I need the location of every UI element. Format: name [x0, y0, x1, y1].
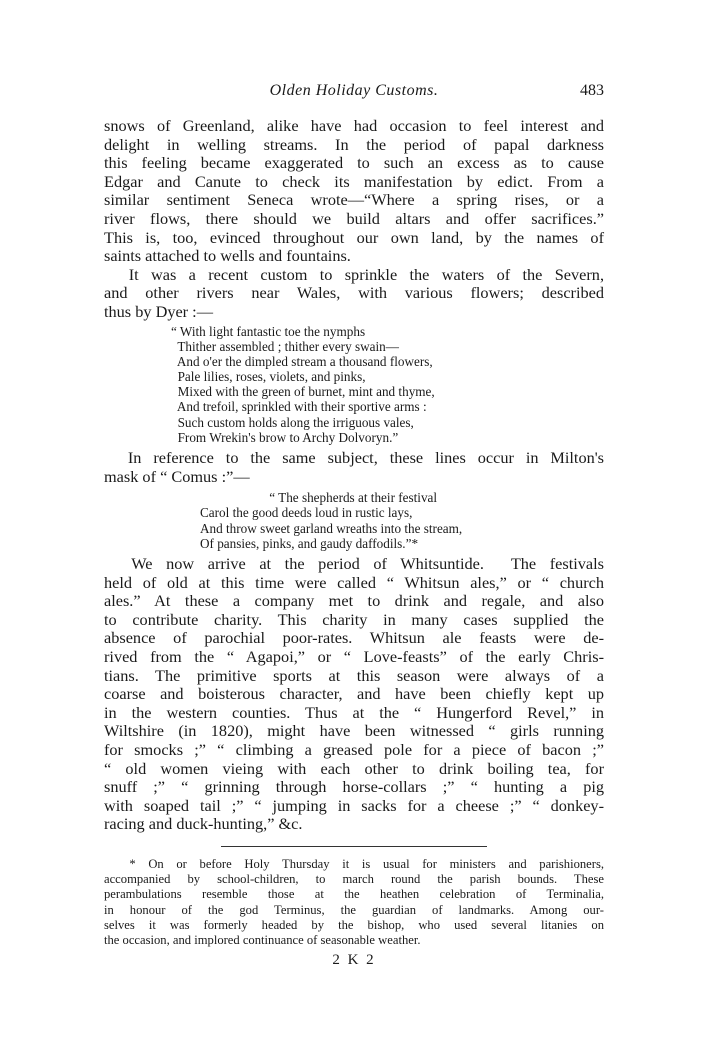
page-number: 483: [580, 82, 604, 99]
verse-line: Mixed with the green of burnet, mint and thyme,: [171, 384, 435, 400]
page-body: [104, 117, 604, 969]
text-line: in the western counties. Thus at the “ Hungerford Revel,” in: [104, 702, 604, 722]
text-line: held of old at this time were called “ Whitsun ales,” or “ church: [104, 572, 604, 592]
paragraph-1: [104, 117, 604, 266]
text-line: snuff ;” “ grinning through horse-collars ;” “ hunting a pig: [104, 777, 604, 797]
text-line: It was a recent custom to sprinkle the waters of the Severn,: [104, 264, 605, 284]
text-line: this feeling became exaggerated to such an excess as to cause: [104, 153, 604, 173]
verse-line: Pale lilies, roses, violets, and pinks,: [171, 369, 366, 385]
verse-line: “ With light fantastic toe the nymphs: [171, 323, 366, 339]
footnote-line: accompanied by school-children, to march round the parish bounds. These: [104, 872, 604, 887]
text-line: ales.” At these a company met to drink and regale, and also: [104, 591, 604, 611]
verse-line: And throw sweet garland wreaths into the stream,: [200, 520, 463, 536]
text-line: thus by Dyer :—: [104, 301, 213, 321]
paragraph-3: [104, 449, 604, 486]
verse-line: From Wrekin's brow to Archy Dolvoryn.”: [171, 429, 399, 445]
footnote-line: selves it was formerly headed by the bishop, who used several litanies on: [104, 918, 604, 933]
running-title: Olden Holiday Customs.: [269, 82, 439, 99]
text-line: for smocks ;” “ climbing a greased pole for a piece of bacon ;”: [104, 739, 604, 759]
paragraph-4: [104, 555, 604, 834]
signature-mark: 2 K 2: [332, 951, 376, 968]
paragraph-2: [104, 266, 604, 322]
footnote-line: * On or before Holy Thursday it is usual for ministers and parishioners,: [104, 856, 604, 871]
text-line: “ old women vieing with each other to drink boiling tea, for: [104, 758, 604, 778]
footnote-line: the occasion, and implored continuance of seasonable weather.: [104, 933, 421, 948]
text-line: saints attached to wells and fountains.: [104, 246, 351, 266]
text-line: mask of “ Comus :”—: [104, 466, 250, 486]
verse-line: Of pansies, pinks, and gaudy daffodils.”*: [200, 535, 419, 551]
text-line: Edgar and Canute to check its manifestation by edict. From a: [104, 171, 604, 191]
text-line: We now arrive at the period of Whitsuntide. The festivals: [104, 553, 604, 573]
footnote: [104, 857, 604, 949]
text-line: rived from the “ Agapoi,” or “ Love-feasts” of the early Chris-: [104, 646, 604, 666]
text-line: racing and duck-hunting,” &c.: [104, 814, 303, 834]
text-line: Wiltshire (in 1820), might have been witnessed “ girls running: [104, 721, 604, 741]
verse-line: And trefoil, sprinkled with their sportive arms :: [171, 399, 427, 415]
verse-line: Thither assembled ; thither every swain—: [171, 338, 399, 354]
text-line: snows of Greenland, alike have had occasion to feel interest and: [104, 116, 604, 135]
text-line: absence of parochial poor-rates. Whitsun ale feasts were de-: [104, 628, 604, 648]
footnote-line: in honour of the god Terminus, the guardian of landmarks. Among our-: [104, 902, 604, 917]
verse-line: Such custom holds along the irriguous vales,: [171, 414, 414, 430]
text-line: delight in welling streams. In the period of papal darkness: [104, 134, 604, 154]
text-line: In reference to the same subject, these lines occur in Milton's: [104, 448, 605, 468]
footnote-line: perambulations resemble those at the heathen celebration of Terminalia,: [104, 887, 604, 902]
text-line: similar sentiment Seneca wrote—“Where a spring rises, or a: [104, 190, 604, 210]
footnote-rule: [221, 846, 487, 847]
verse-line: Carol the good deeds loud in rustic lays,: [200, 505, 413, 521]
verse-line: “ The shepherds at their festival: [200, 490, 438, 506]
verse-quotation-dyer: [104, 324, 604, 446]
text-line: to contribute charity. This charity in many cases supplied the: [104, 609, 604, 629]
text-line: with soaped tail ;” “ jumping in sacks for a cheese ;” “ donkey-: [104, 795, 604, 815]
text-line: river flows, there should we build altars and offer sacrifices.”: [104, 208, 604, 228]
text-line: and other rivers near Wales, with various flowers; described: [104, 283, 604, 303]
running-head: [104, 80, 604, 102]
text-line: This is, too, evinced throughout our own land, by the names of: [104, 227, 604, 247]
text-line: coarse and boisterous character, and have been chiefly kept up: [104, 684, 604, 704]
text-line: tians. The primitive sports at this season were always of a: [104, 665, 604, 685]
verse-quotation-milton: [104, 490, 604, 551]
verse-line: And o'er the dimpled stream a thousand flowers,: [171, 353, 433, 369]
